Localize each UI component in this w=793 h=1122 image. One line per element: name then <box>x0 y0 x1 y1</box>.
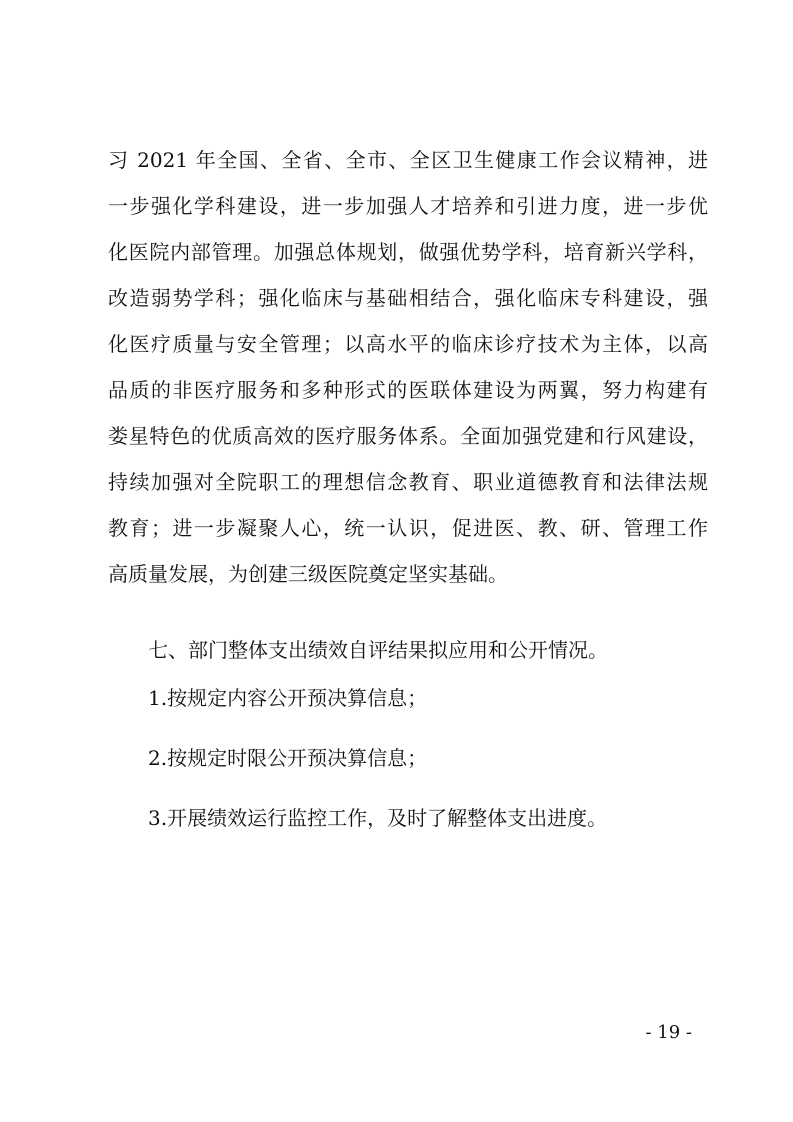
paragraph-line: 品质的非医疗服务和多种形式的医联体建设为两翼，努力构建有 <box>108 378 708 402</box>
paragraph-line: 教育；进一步凝聚人心，统一认识，促进医、教、研、管理工作 <box>108 516 708 540</box>
paragraph-line: 持续加强对全院职工的理想信念教育、职业道德教育和法律法规 <box>108 470 708 494</box>
paragraph-line: 化医院内部管理。加强总体规划，做强优势学科，培育新兴学科， <box>108 240 708 264</box>
paragraph-line: 娄星特色的优质高效的医疗服务体系。全面加强党建和行风建设， <box>108 424 708 448</box>
list-item: 1.按规定内容公开预决算信息； <box>148 686 428 710</box>
paragraph-line: 改造弱势学科；强化临床与基础相结合，强化临床专科建设，强 <box>108 286 708 310</box>
list-item: 3.开展绩效运行监控工作，及时了解整体支出进度。 <box>148 806 608 830</box>
section-heading: 七、部门整体支出绩效自评结果拟应用和公开情况。 <box>148 638 608 662</box>
paragraph-line-last: 高质量发展，为创建三级医院奠定坚实基础。 <box>108 562 508 586</box>
page-number: - 19 - <box>645 1022 692 1043</box>
list-item: 2.按规定时限公开预决算信息； <box>148 746 428 770</box>
paragraph-line: 化医疗质量与安全管理；以高水平的临床诊疗技术为主体，以高 <box>108 332 708 356</box>
paragraph-line: 习 2021 年全国、全省、全市、全区卫生健康工作会议精神，进 <box>108 148 708 172</box>
paragraph-line: 一步强化学科建设，进一步加强人才培养和引进力度，进一步优 <box>108 194 708 218</box>
